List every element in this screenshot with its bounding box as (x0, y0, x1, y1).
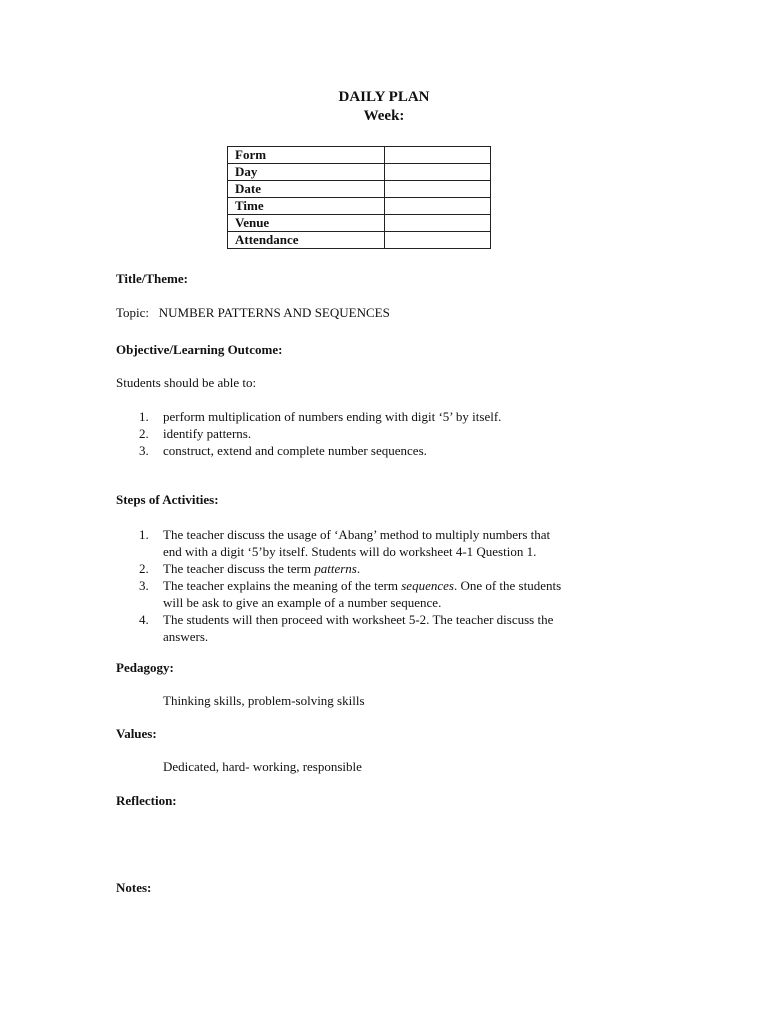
row-value (384, 181, 490, 198)
list-item: 1. The teacher discuss the usage of ‘Abang’ method to multiply numbers that end with a digit ‘5’by itself. Students will do worksheet 4-1 Question 1. (139, 527, 551, 559)
table-row (228, 164, 491, 181)
title-theme-heading: Title/Theme: (116, 271, 188, 286)
table-row (228, 147, 491, 164)
steps-heading: Steps of Activities: (116, 492, 219, 507)
objective-intro: Students should be able to: (116, 375, 257, 390)
row-value (384, 215, 490, 232)
notes-heading: Notes: (116, 880, 152, 895)
list-item: 2. identify patterns. (139, 426, 252, 441)
row-label: Day (228, 164, 385, 181)
row-value (384, 232, 490, 249)
reflection-heading: Reflection: (116, 793, 177, 808)
values-heading: Values: (116, 726, 157, 741)
objective-list (116, 408, 501, 459)
topic-line (116, 305, 390, 321)
row-label: Time (228, 198, 385, 215)
list-item: 3. The teacher explains the meaning of the term sequences. One of the students will be ask to give an example of a number sequence. (139, 578, 562, 610)
table-row (228, 181, 491, 198)
row-label: Form (228, 147, 385, 164)
table-row (228, 232, 491, 249)
list-item: 3. construct, extend and complete number sequences. (139, 443, 427, 458)
page-title: DAILY PLAN (338, 89, 430, 105)
table-row (228, 198, 491, 215)
row-label: Venue (228, 215, 385, 232)
pedagogy-text: Thinking skills, problem-solving skills (163, 693, 365, 708)
values-text: Dedicated, hard- working, responsible (163, 759, 362, 774)
title-block (0, 88, 768, 126)
pedagogy-heading: Pedagogy: (116, 660, 174, 675)
steps-list (116, 526, 636, 645)
list-item: 4. The students will then proceed with worksheet 5-2. The teacher discuss the answers. (139, 612, 554, 644)
objective-heading: Objective/Learning Outcome: (116, 342, 283, 357)
row-value (384, 147, 490, 164)
list-item: 1. perform multiplication of numbers ending with digit ‘5’ by itself. (139, 409, 502, 424)
row-value (384, 164, 490, 181)
info-table (227, 146, 491, 249)
topic-value: NUMBER PATTERNS AND SEQUENCES (158, 305, 390, 320)
list-item: 2. The teacher discuss the term patterns. (139, 561, 361, 576)
row-label: Date (228, 181, 385, 198)
week-label: Week: (363, 108, 405, 124)
row-label: Attendance (228, 232, 385, 249)
row-value (384, 198, 490, 215)
topic-label: Topic: (116, 305, 150, 320)
table-row (228, 215, 491, 232)
